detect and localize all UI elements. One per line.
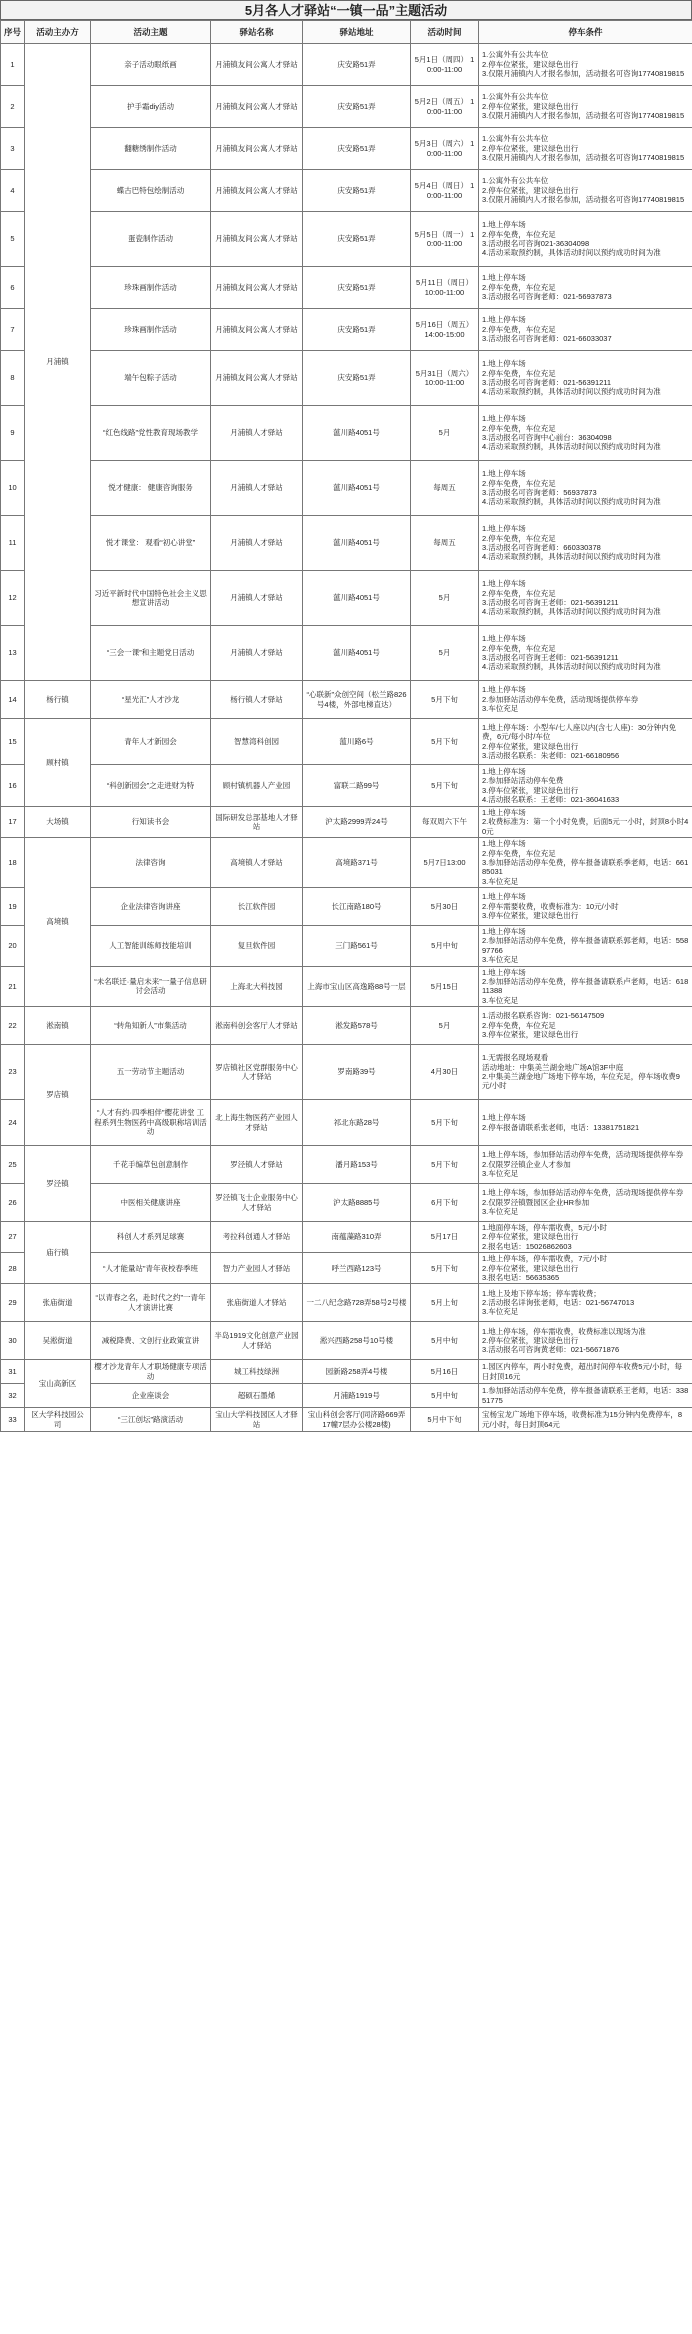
station-name: 罗店镇社区党群服务中心人才驿站	[211, 1045, 303, 1100]
station-address: 园新路258弄4号楼	[303, 1360, 411, 1384]
activity-topic: 减税降费、文创行业政策宣讲	[91, 1322, 211, 1360]
activity-time: 5月	[411, 571, 479, 626]
parking-conditions: 1.地上停车场 2.参加驿站活动停车免费，活动现场提供停车券 3.车位充足	[479, 681, 692, 719]
activity-time: 4月30日	[411, 1045, 479, 1100]
row-number: 29	[1, 1284, 25, 1322]
station-address: 蕰川路4051号	[303, 626, 411, 681]
table-row	[1, 1184, 692, 1222]
station-address: 庆安路51弄	[303, 351, 411, 406]
station-name: 半岛1919文化创意产业园人才驿站	[211, 1322, 303, 1360]
parking-conditions: 1.地上停车场：小型车/七人座以内(含七人座)：30分钟内免费，6元/每小时/车位 2.停车位紧张，建议绿色出行 3.活动报名联系：朱老师：021-66180956	[479, 719, 692, 765]
parking-conditions: 1.地上停车场，参加驿站活动停车免费，活动现场提供停车券 2.仅限罗泾镇企业人才参加 3.车位充足	[479, 1146, 692, 1184]
activity-time: 5月1日（周四） 10:00-11:00	[411, 44, 479, 86]
parking-conditions: 1.地上停车场 2.停车免费，车位充足 3.活动报名可咨询老师：660330378 4.活动采取预约制，具体活动时间以预约成功时间为准	[479, 516, 692, 571]
station-address: 富联二路99号	[303, 765, 411, 807]
station-name: 北上海生物医药产业园人才驿站	[211, 1100, 303, 1146]
activity-topic: “以青春之名，赴时代之约”一青年人才演讲比赛	[91, 1284, 211, 1322]
host-cell: 罗泾镇	[25, 1146, 91, 1222]
station-name: 月浦镇友间公寓人才驿站	[211, 86, 303, 128]
header-topic: 活动主题	[91, 21, 211, 44]
activity-topic: 青年人才新园会	[91, 719, 211, 765]
activity-topic: 习近平新时代中国特色社会主义思想宣讲活动	[91, 571, 211, 626]
table-row	[1, 1222, 692, 1253]
station-name: 月浦镇友间公寓人才驿站	[211, 267, 303, 309]
station-address: 宝山科创会客厅(同济路669弄17幢7层办公楼28楼)	[303, 1408, 411, 1432]
station-address: 高境路371号	[303, 838, 411, 888]
parking-conditions: 1.地面停车场，停车需收费，5元/小时 2.停车位紧张，建议绿色出行 2.报名电话：15026862603	[479, 1222, 692, 1253]
station-name: 月浦镇人才驿站	[211, 516, 303, 571]
station-address: 南蕴藻路310弄	[303, 1222, 411, 1253]
table-row	[1, 571, 692, 626]
table-row	[1, 267, 692, 309]
row-number: 24	[1, 1100, 25, 1146]
activity-time: 5月2日（周五） 10:00-11:00	[411, 86, 479, 128]
table-row	[1, 128, 692, 170]
station-address: 庆安路51弄	[303, 267, 411, 309]
station-name: 顾村镇机器人产业园	[211, 765, 303, 807]
station-address: 祁北东路28号	[303, 1100, 411, 1146]
station-name: 城工科技绿洲	[211, 1360, 303, 1384]
station-address: 淞发路578号	[303, 1007, 411, 1045]
station-address: 蕰川路6号	[303, 719, 411, 765]
activity-topic: 蝶古巴特包绘制活动	[91, 170, 211, 212]
station-address: 长江南路180号	[303, 888, 411, 926]
table-row	[1, 1408, 692, 1432]
station-address: 一二八纪念路728弄58号2号楼	[303, 1284, 411, 1322]
activity-topic: “三江创坛”路演活动	[91, 1408, 211, 1432]
activity-time: 5月7日13:00	[411, 838, 479, 888]
host-cell: 顾村镇	[25, 719, 91, 807]
parking-conditions: 1.地上停车场，停车需收费，收费标准以现场为准 2.停车位紧张，建议绿色出行 3.活动报名可咨询黄老师：021-56671876	[479, 1322, 692, 1360]
station-name: 月浦镇人才驿站	[211, 626, 303, 681]
activity-time: 5月下旬	[411, 681, 479, 719]
table-row	[1, 807, 692, 838]
host-cell: 吴淞街道	[25, 1322, 91, 1360]
activity-time: 5月	[411, 626, 479, 681]
activity-time: 5月5日（周一） 10:00-11:00	[411, 212, 479, 267]
header-station: 驿站名称	[211, 21, 303, 44]
station-name: 月浦镇人才驿站	[211, 461, 303, 516]
activity-time: 5月11日（周日） 10:00-11:00	[411, 267, 479, 309]
parking-conditions: 1.地上停车场，停车需收费，7元/小时 2.停车位紧张，建议绿色出行 3.报名电话：56635365	[479, 1253, 692, 1284]
activity-topic: “科创新园会”之走进财为特	[91, 765, 211, 807]
activity-time: 5月30日	[411, 888, 479, 926]
activity-topic: 护手霜diy活动	[91, 86, 211, 128]
activity-time: 每周五	[411, 516, 479, 571]
table-row	[1, 1360, 692, 1384]
station-name: 智慧湾科创园	[211, 719, 303, 765]
station-name: 宝山大学科技园区人才驿站	[211, 1408, 303, 1432]
station-name: 高境镇人才驿站	[211, 838, 303, 888]
parking-conditions: 1.地上停车场 2.收费标准为：第一个小时免费，后面5元一小时，封顶8小时40元	[479, 807, 692, 838]
activity-time: 5月中下旬	[411, 1408, 479, 1432]
row-number: 33	[1, 1408, 25, 1432]
parking-conditions: 1.公寓外有公共车位 2.停车位紧张，建议绿色出行 3.仅限月浦镇内人才报名参加，活动报名可咨询17740819815	[479, 170, 692, 212]
table-body	[1, 44, 692, 1432]
station-name: 月浦镇友间公寓人才驿站	[211, 128, 303, 170]
parking-conditions: 1.地上停车场 2.停车免费，车位充足 3.活动报名可咨询王老师：021-56391211 4.活动采取预约制，具体活动时间以预约成功时间为准	[479, 571, 692, 626]
activity-topic: 端午包粽子活动	[91, 351, 211, 406]
table-row	[1, 838, 692, 888]
station-address: 庆安路51弄	[303, 212, 411, 267]
row-number: 19	[1, 888, 25, 926]
parking-conditions: 1.地上停车场 2.停车免费，车位充足 3.活动报名可咨询中心前台：36304098 4.活动采取预约制，具体活动时间以预约成功时间为准	[479, 406, 692, 461]
row-number: 3	[1, 128, 25, 170]
activity-time: 5月中旬	[411, 1322, 479, 1360]
table-row	[1, 170, 692, 212]
table-row	[1, 212, 692, 267]
activity-topic: “人才能量站”青年夜校春季班	[91, 1253, 211, 1284]
station-name: 月浦镇人才驿站	[211, 406, 303, 461]
host-cell: 大场镇	[25, 807, 91, 838]
activity-time: 5月下旬	[411, 1146, 479, 1184]
station-address: 月浦路1919号	[303, 1384, 411, 1408]
host-cell: 区大学科技园公司	[25, 1408, 91, 1432]
activity-topic: “三会一课”和主题党日活动	[91, 626, 211, 681]
activity-time: 5月下旬	[411, 1253, 479, 1284]
table-row	[1, 926, 692, 967]
table-row	[1, 765, 692, 807]
table-row	[1, 1146, 692, 1184]
row-number: 17	[1, 807, 25, 838]
row-number: 9	[1, 406, 25, 461]
table-row	[1, 461, 692, 516]
activity-topic: 悦才健康： 健康咨询服务	[91, 461, 211, 516]
header-host: 活动主办方	[25, 21, 91, 44]
activity-topic: 千花手编草包创意制作	[91, 1146, 211, 1184]
activity-topic: “未名联迁·量启未来”一量子信息研讨会活动	[91, 966, 211, 1007]
table-row	[1, 1253, 692, 1284]
table-row	[1, 626, 692, 681]
activity-time: 5月3日（周六） 10:00-11:00	[411, 128, 479, 170]
activity-topic: 亲子活动眼纸画	[91, 44, 211, 86]
parking-conditions: 1.地上停车场 2.停车报备请联系张老师，电话：13381751821	[479, 1100, 692, 1146]
table-row	[1, 1284, 692, 1322]
activity-topic: 企业座谈会	[91, 1384, 211, 1408]
station-name: 国际研发总部基地人才驿站	[211, 807, 303, 838]
station-address: 庆安路51弄	[303, 309, 411, 351]
activity-time: 5月中旬	[411, 926, 479, 967]
row-number: 2	[1, 86, 25, 128]
activity-time: 5月15日	[411, 966, 479, 1007]
activity-time: 5月16日	[411, 1360, 479, 1384]
row-number: 8	[1, 351, 25, 406]
host-cell: 月浦镇	[25, 44, 91, 681]
page-title: 5月各人才驿站“一镇一品”主题活动	[0, 0, 692, 20]
activity-time: 5月中旬	[411, 1384, 479, 1408]
row-number: 12	[1, 571, 25, 626]
row-number: 5	[1, 212, 25, 267]
row-number: 22	[1, 1007, 25, 1045]
station-name: 考拉科创通人才驿站	[211, 1222, 303, 1253]
activity-topic: 翻糖绣制作活动	[91, 128, 211, 170]
activity-topic: 蛋瓷制作活动	[91, 212, 211, 267]
activity-topic: 悦才课堂： 观看“初心讲堂”	[91, 516, 211, 571]
station-address: 蕰川路4051号	[303, 516, 411, 571]
activity-time: 5月下旬	[411, 765, 479, 807]
row-number: 23	[1, 1045, 25, 1100]
activity-topic: 法律咨询	[91, 838, 211, 888]
table-row	[1, 681, 692, 719]
table-row	[1, 309, 692, 351]
station-name: 超硕石墨烯	[211, 1384, 303, 1408]
parking-conditions: 1.参加驿站活动停车免费，停车报备请联系王老师，电话：33851775	[479, 1384, 692, 1408]
station-name: 杨行镇人才驿站	[211, 681, 303, 719]
parking-conditions: 1.地上停车场 2.参加驿站活动停车免费 3.停车位紧张，建议绿色出行 4.活动报名联系：王老师：021-36041633	[479, 765, 692, 807]
station-address: 庆安路51弄	[303, 86, 411, 128]
table-row	[1, 966, 692, 1007]
activity-topic: 樱才沙龙青年人才职场健康专项活动	[91, 1360, 211, 1384]
station-address: 淞兴西路258号10号楼	[303, 1322, 411, 1360]
parking-conditions: 1.地上停车场 2.停车免费，车位充足 3.参加驿站活动停车免费，停车报备请联系季老师，电话：66185031 3.车位充足	[479, 838, 692, 888]
row-number: 6	[1, 267, 25, 309]
header-time: 活动时间	[411, 21, 479, 44]
table-row	[1, 406, 692, 461]
parking-conditions: 1.无需报名现场观看 活动地址：中集美兰湖金地广场A馆3F中庭 2.中集美兰湖金地广场地下停车场，车位充足，停车场收费9元/小时	[479, 1045, 692, 1100]
activity-topic: “人才有约·四季相伴”樱花讲堂 工程系列生物医药中高级职称培训活动	[91, 1100, 211, 1146]
activity-topic: “转角知新人”市集活动	[91, 1007, 211, 1045]
station-address: 沪太路2999弄24号	[303, 807, 411, 838]
station-address: 上海市宝山区高逸路88号一层	[303, 966, 411, 1007]
table-header-row	[1, 21, 692, 44]
activity-time: 5月17日	[411, 1222, 479, 1253]
table-row	[1, 351, 692, 406]
activity-topic: 科创人才系列足球赛	[91, 1222, 211, 1253]
table-row	[1, 516, 692, 571]
host-cell: 高境镇	[25, 838, 91, 1007]
activity-time: 5月16日（周五） 14:00-15:00	[411, 309, 479, 351]
parking-conditions: 宝杨宝龙广场地下停车场，收费标准为15分钟内免费停车，8元/小时，每日封顶64元	[479, 1408, 692, 1432]
station-address: 呼兰西路123号	[303, 1253, 411, 1284]
row-number: 1	[1, 44, 25, 86]
activity-time: 5月	[411, 1007, 479, 1045]
parking-conditions: 1.地上停车场 2.参加驿站活动停车免费，停车报备请联系卢老师，电话：61811388 3.车位充足	[479, 966, 692, 1007]
host-cell: 宝山高新区	[25, 1360, 91, 1408]
host-cell: 庙行镇	[25, 1222, 91, 1284]
station-name: 上海北大科技园	[211, 966, 303, 1007]
station-address: 蕰川路4051号	[303, 461, 411, 516]
station-name: 月浦镇友间公寓人才驿站	[211, 44, 303, 86]
activity-topic: 五一劳动节主题活动	[91, 1045, 211, 1100]
row-number: 11	[1, 516, 25, 571]
parking-conditions: 1.地上停车场 2.停车免费，车位充足 3.活动报名可咨询021-36304098 4.活动采取预约制，具体活动时间以预约成功时间为准	[479, 212, 692, 267]
row-number: 26	[1, 1184, 25, 1222]
parking-conditions: 1.公寓外有公共车位 2.停车位紧张，建议绿色出行 3.仅限月浦镇内人才报名参加，活动报名可咨询17740819815	[479, 86, 692, 128]
activity-topic: 行知读书会	[91, 807, 211, 838]
table-row	[1, 719, 692, 765]
station-address: 蕰川路4051号	[303, 571, 411, 626]
table-row	[1, 44, 692, 86]
station-name: 长江软件园	[211, 888, 303, 926]
parking-conditions: 1.活动报名联系咨询：021-56147509 2.停车免费，车位充足 3.停车位紧张，建议绿色出行	[479, 1007, 692, 1045]
station-name: 月浦镇友间公寓人才驿站	[211, 351, 303, 406]
row-number: 28	[1, 1253, 25, 1284]
header-parking: 停车条件	[479, 21, 692, 44]
table-row	[1, 86, 692, 128]
row-number: 20	[1, 926, 25, 967]
station-name: 淞南科创会客厅人才驿站	[211, 1007, 303, 1045]
host-cell: 罗店镇	[25, 1045, 91, 1146]
row-number: 21	[1, 966, 25, 1007]
row-number: 4	[1, 170, 25, 212]
parking-conditions: 1.地上停车场 2.停车免费，车位充足 3.活动报名可咨询老师：56937873 4.活动采取预约制，具体活动时间以预约成功时间为准	[479, 461, 692, 516]
station-address: 庆安路51弄	[303, 128, 411, 170]
row-number: 10	[1, 461, 25, 516]
activity-topic: 人工智能训练师技能培训	[91, 926, 211, 967]
activity-topic: 珍珠画制作活动	[91, 309, 211, 351]
table-row	[1, 1045, 692, 1100]
table-row	[1, 1322, 692, 1360]
row-number: 25	[1, 1146, 25, 1184]
row-number: 30	[1, 1322, 25, 1360]
station-name: 罗泾镇人才驿站	[211, 1146, 303, 1184]
station-address: 庆安路51弄	[303, 170, 411, 212]
station-address: 潘月路153号	[303, 1146, 411, 1184]
station-name: 月浦镇人才驿站	[211, 571, 303, 626]
station-name: 张庙街道人才驿站	[211, 1284, 303, 1322]
host-cell: 淞南镇	[25, 1007, 91, 1045]
table-row	[1, 888, 692, 926]
activity-time: 每周五	[411, 461, 479, 516]
activity-time: 5月4日（周日） 10:00-11:00	[411, 170, 479, 212]
station-address: 庆安路51弄	[303, 44, 411, 86]
activity-topic: “星光汇”人才沙龙	[91, 681, 211, 719]
station-name: 月浦镇友间公寓人才驿站	[211, 309, 303, 351]
station-address: 三门路561号	[303, 926, 411, 967]
parking-conditions: 1.园区内停车，两小时免费，超出时间停车收费5元/小时，每日封顶16元	[479, 1360, 692, 1384]
station-address: “心联新”众创空间（松兰路826号4楼，外部电梯直达）	[303, 681, 411, 719]
activity-time: 5月上旬	[411, 1284, 479, 1322]
row-number: 31	[1, 1360, 25, 1384]
station-name: 智力产业园人才驿站	[211, 1253, 303, 1284]
row-number: 16	[1, 765, 25, 807]
row-number: 7	[1, 309, 25, 351]
row-number: 13	[1, 626, 25, 681]
station-name: 罗泾镇飞士企业服务中心人才驿站	[211, 1184, 303, 1222]
host-cell: 杨行镇	[25, 681, 91, 719]
station-address: 沪太路8885号	[303, 1184, 411, 1222]
host-cell: 张庙街道	[25, 1284, 91, 1322]
activity-time: 6月下旬	[411, 1184, 479, 1222]
station-name: 月浦镇友间公寓人才驿站	[211, 170, 303, 212]
parking-conditions: 1.地上停车场 2.停车免费，车位充足 3.活动报名可咨询老师：021-56937873	[479, 267, 692, 309]
activity-topic: 企业法律咨询讲座	[91, 888, 211, 926]
parking-conditions: 1.地上停车场 2.参加驿站活动停车免费，停车报备请联系郭老师，电话：55897766 3.车位充足	[479, 926, 692, 967]
parking-conditions: 1.地上停车场 2.停车免费，车位充足 3.活动报名可咨询老师：021-56391211 4.活动采取预约制，具体活动时间以预约成功时间为准	[479, 351, 692, 406]
parking-conditions: 1.地上停车场 2.停车免费，车位充足 3.活动报名可咨询老师：021-66033037	[479, 309, 692, 351]
parking-conditions: 1.地上停车场，参加驿站活动停车免费，活动现场提供停车券 2.仅限罗泾镇暨园区企业HR参加 3.车位充足	[479, 1184, 692, 1222]
activity-topic: 珍珠画制作活动	[91, 267, 211, 309]
parking-conditions: 1.公寓外有公共车位 2.停车位紧张，建议绿色出行 3.仅限月浦镇内人才报名参加，活动报名可咨询17740819815	[479, 128, 692, 170]
parking-conditions: 1.地上停车场 2.停车免费，车位充足 3.活动报名可咨询王老师：021-56391211 4.活动采取预约制，具体活动时间以预约成功时间为准	[479, 626, 692, 681]
table-row	[1, 1384, 692, 1408]
activity-time: 每双周六下午	[411, 807, 479, 838]
activity-time: 5月31日（周六） 10:00-11:00	[411, 351, 479, 406]
station-name: 月浦镇友间公寓人才驿站	[211, 212, 303, 267]
activity-time: 5月下旬	[411, 1100, 479, 1146]
row-number: 32	[1, 1384, 25, 1408]
activity-time: 5月	[411, 406, 479, 461]
activity-topic: “红色线路”党性教育现场教学	[91, 406, 211, 461]
station-address: 蕰川路4051号	[303, 406, 411, 461]
activity-time: 5月下旬	[411, 719, 479, 765]
row-number: 18	[1, 838, 25, 888]
table-row	[1, 1007, 692, 1045]
parking-conditions: 1.地上停车场 2.停车需要收费，收费标准为：10元/小时 3.停车位紧张，建议绿色出行	[479, 888, 692, 926]
station-name: 复旦软件园	[211, 926, 303, 967]
parking-conditions: 1.公寓外有公共车位 2.停车位紧张，建议绿色出行 3.仅限月浦镇内人才报名参加，活动报名可咨询17740819815	[479, 44, 692, 86]
row-number: 14	[1, 681, 25, 719]
row-number: 15	[1, 719, 25, 765]
activity-table	[0, 20, 692, 1432]
station-address: 罗南路39号	[303, 1045, 411, 1100]
header-no: 序号	[1, 21, 25, 44]
parking-conditions: 1.地上及地下停车场；停车需收费； 2.活动报名详询张老师，电话：021-56747013 3.车位充足	[479, 1284, 692, 1322]
header-address: 驿站地址	[303, 21, 411, 44]
table-row	[1, 1100, 692, 1146]
row-number: 27	[1, 1222, 25, 1253]
activity-topic: 中医相关健康讲座	[91, 1184, 211, 1222]
